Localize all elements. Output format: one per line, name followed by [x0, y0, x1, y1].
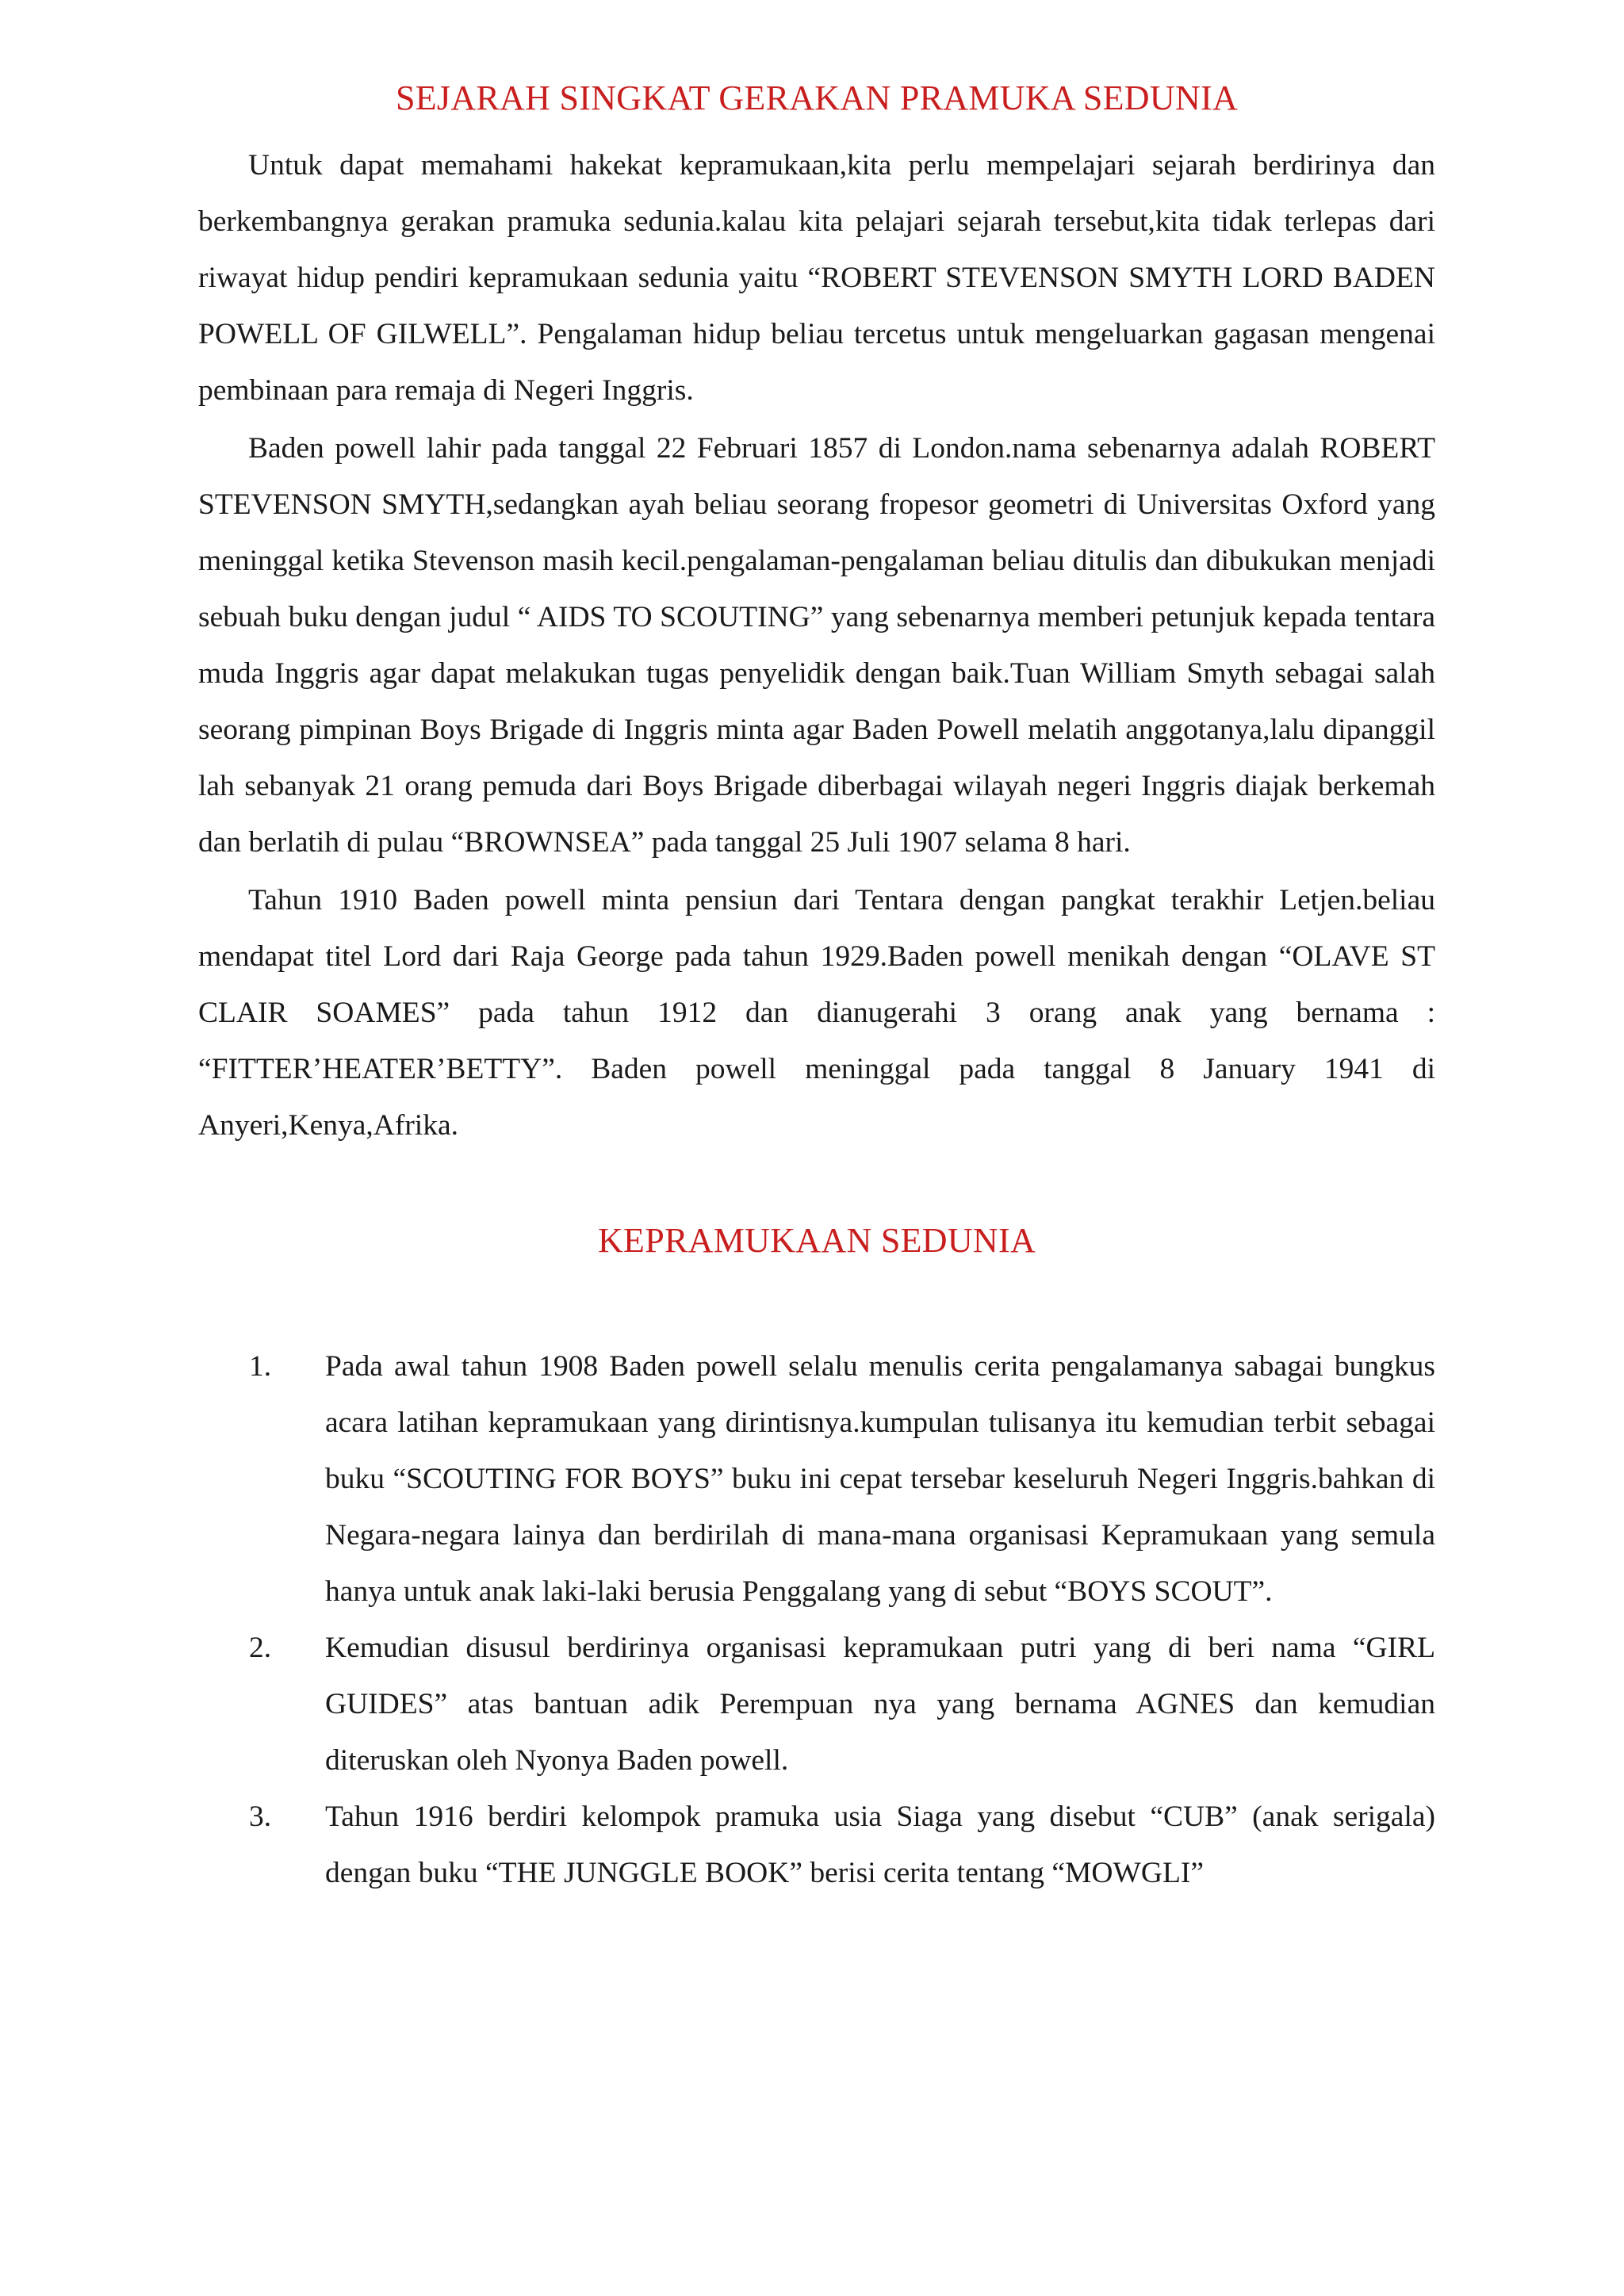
list-item-number: 2.: [249, 1631, 272, 1664]
list-item-number: 1.: [249, 1349, 272, 1383]
list-item-text: Pada awal tahun 1908 Baden powell selalu menulis cerita pengalamanya sabagai bungkus acara latihan kepramukaan yang dirintisnya.kumpulan tulisanya itu kemudian terbit sebagai buku “SCOUTING FOR BOYS” buku ini cepat tersebar keseluruh Negeri Inggris.bahkan di Negara-negara lainya dan berdirilah di mana-mana organisasi Kepramukaan yang semula hanya untuk anak laki-laki berusia Penggalang yang di sebut “BOYS SCOUT”.: [325, 1349, 1435, 1608]
list-item: [198, 1338, 1435, 1620]
paragraph: Untuk dapat memahami hakekat kepramukaan,kita perlu mempelajari sejarah berdirinya dan berkembangnya gerakan pramuka sedunia.kalau kita pelajari sejarah tersebut,kita tidak terlepas dari riwayat hidup pendiri kepramukaan sedunia yaitu “ROBERT STEVENSON SMYTH LORD BADEN POWELL OF GILWELL”. Pengalaman hidup beliau tercetus untuk mengeluarkan gagasan mengenai pembinaan para remaja di Negeri Inggris.: [198, 148, 1435, 407]
paragraph: Baden powell lahir pada tanggal 22 Februari 1857 di London.nama sebenarnya adalah ROBERT STEVENSON SMYTH,sedangkan ayah beliau seorang fropesor geometri di Universitas Oxford yang meninggal ketika Stevenson masih kecil.pengalaman-pengalaman beliau ditulis dan dibukukan menjadi sebuah buku dengan judul “ AIDS TO SCOUTING” yang sebenarnya memberi petunjuk kepada tentara muda Inggris agar dapat melakukan tugas penyelidik dengan baik.Tuan William Smyth sebagai salah seorang pimpinan Boys Brigade di Inggris minta agar Baden Powell melatih anggotanya,lalu dipanggil lah sebanyak 21 orang pemuda dari Boys Brigade diberbagai wilayah negeri Inggris diajak berkemah dan berlatih di pulau “BROWNSEA” pada tanggal 25 Juli 1907 selama 8 hari.: [198, 431, 1435, 859]
list-item-number: 3.: [249, 1800, 272, 1833]
section-body-sejarah: [198, 137, 1435, 1154]
list-item: [198, 1789, 1435, 1901]
paragraph: Tahun 1910 Baden powell minta pensiun dari Tentara dengan pangkat terakhir Letjen.beliau mendapat titel Lord dari Raja George pada tahun 1929.Baden powell menikah dengan “OLAVE ST CLAIR SOAMES” pada tahun 1912 dan dianugerahi 3 orang anak yang bernama : “FITTER’HEATER’BETTY”. Baden powell meninggal pada tanggal 8 January 1941 di Anyeri,Kenya,Afrika.: [198, 883, 1435, 1142]
section-title-kepramukaan: KEPRAMUKAAN SEDUNIA: [597, 1220, 1036, 1260]
list-item-text: Tahun 1916 berdiri kelompok pramuka usia Siaga yang disebut “CUB” (anak serigala) dengan buku “THE JUNGGLE BOOK” berisi cerita tentang “MOWGLI”: [325, 1800, 1435, 1889]
section-title-sejarah: SEJARAH SINGKAT GERAKAN PRAMUKA SEDUNIA: [395, 78, 1239, 117]
list-item: [198, 1620, 1435, 1789]
numbered-list: [198, 1338, 1435, 1901]
list-item-text: Kemudian disusul berdirinya organisasi kepramukaan putri yang di beri nama “GIRL GUIDES” atas bantuan adik Perempuan nya yang bernama AGNES dan kemudian diteruskan oleh Nyonya Baden powell.: [325, 1631, 1435, 1777]
document-page: [198, 0, 1435, 1901]
